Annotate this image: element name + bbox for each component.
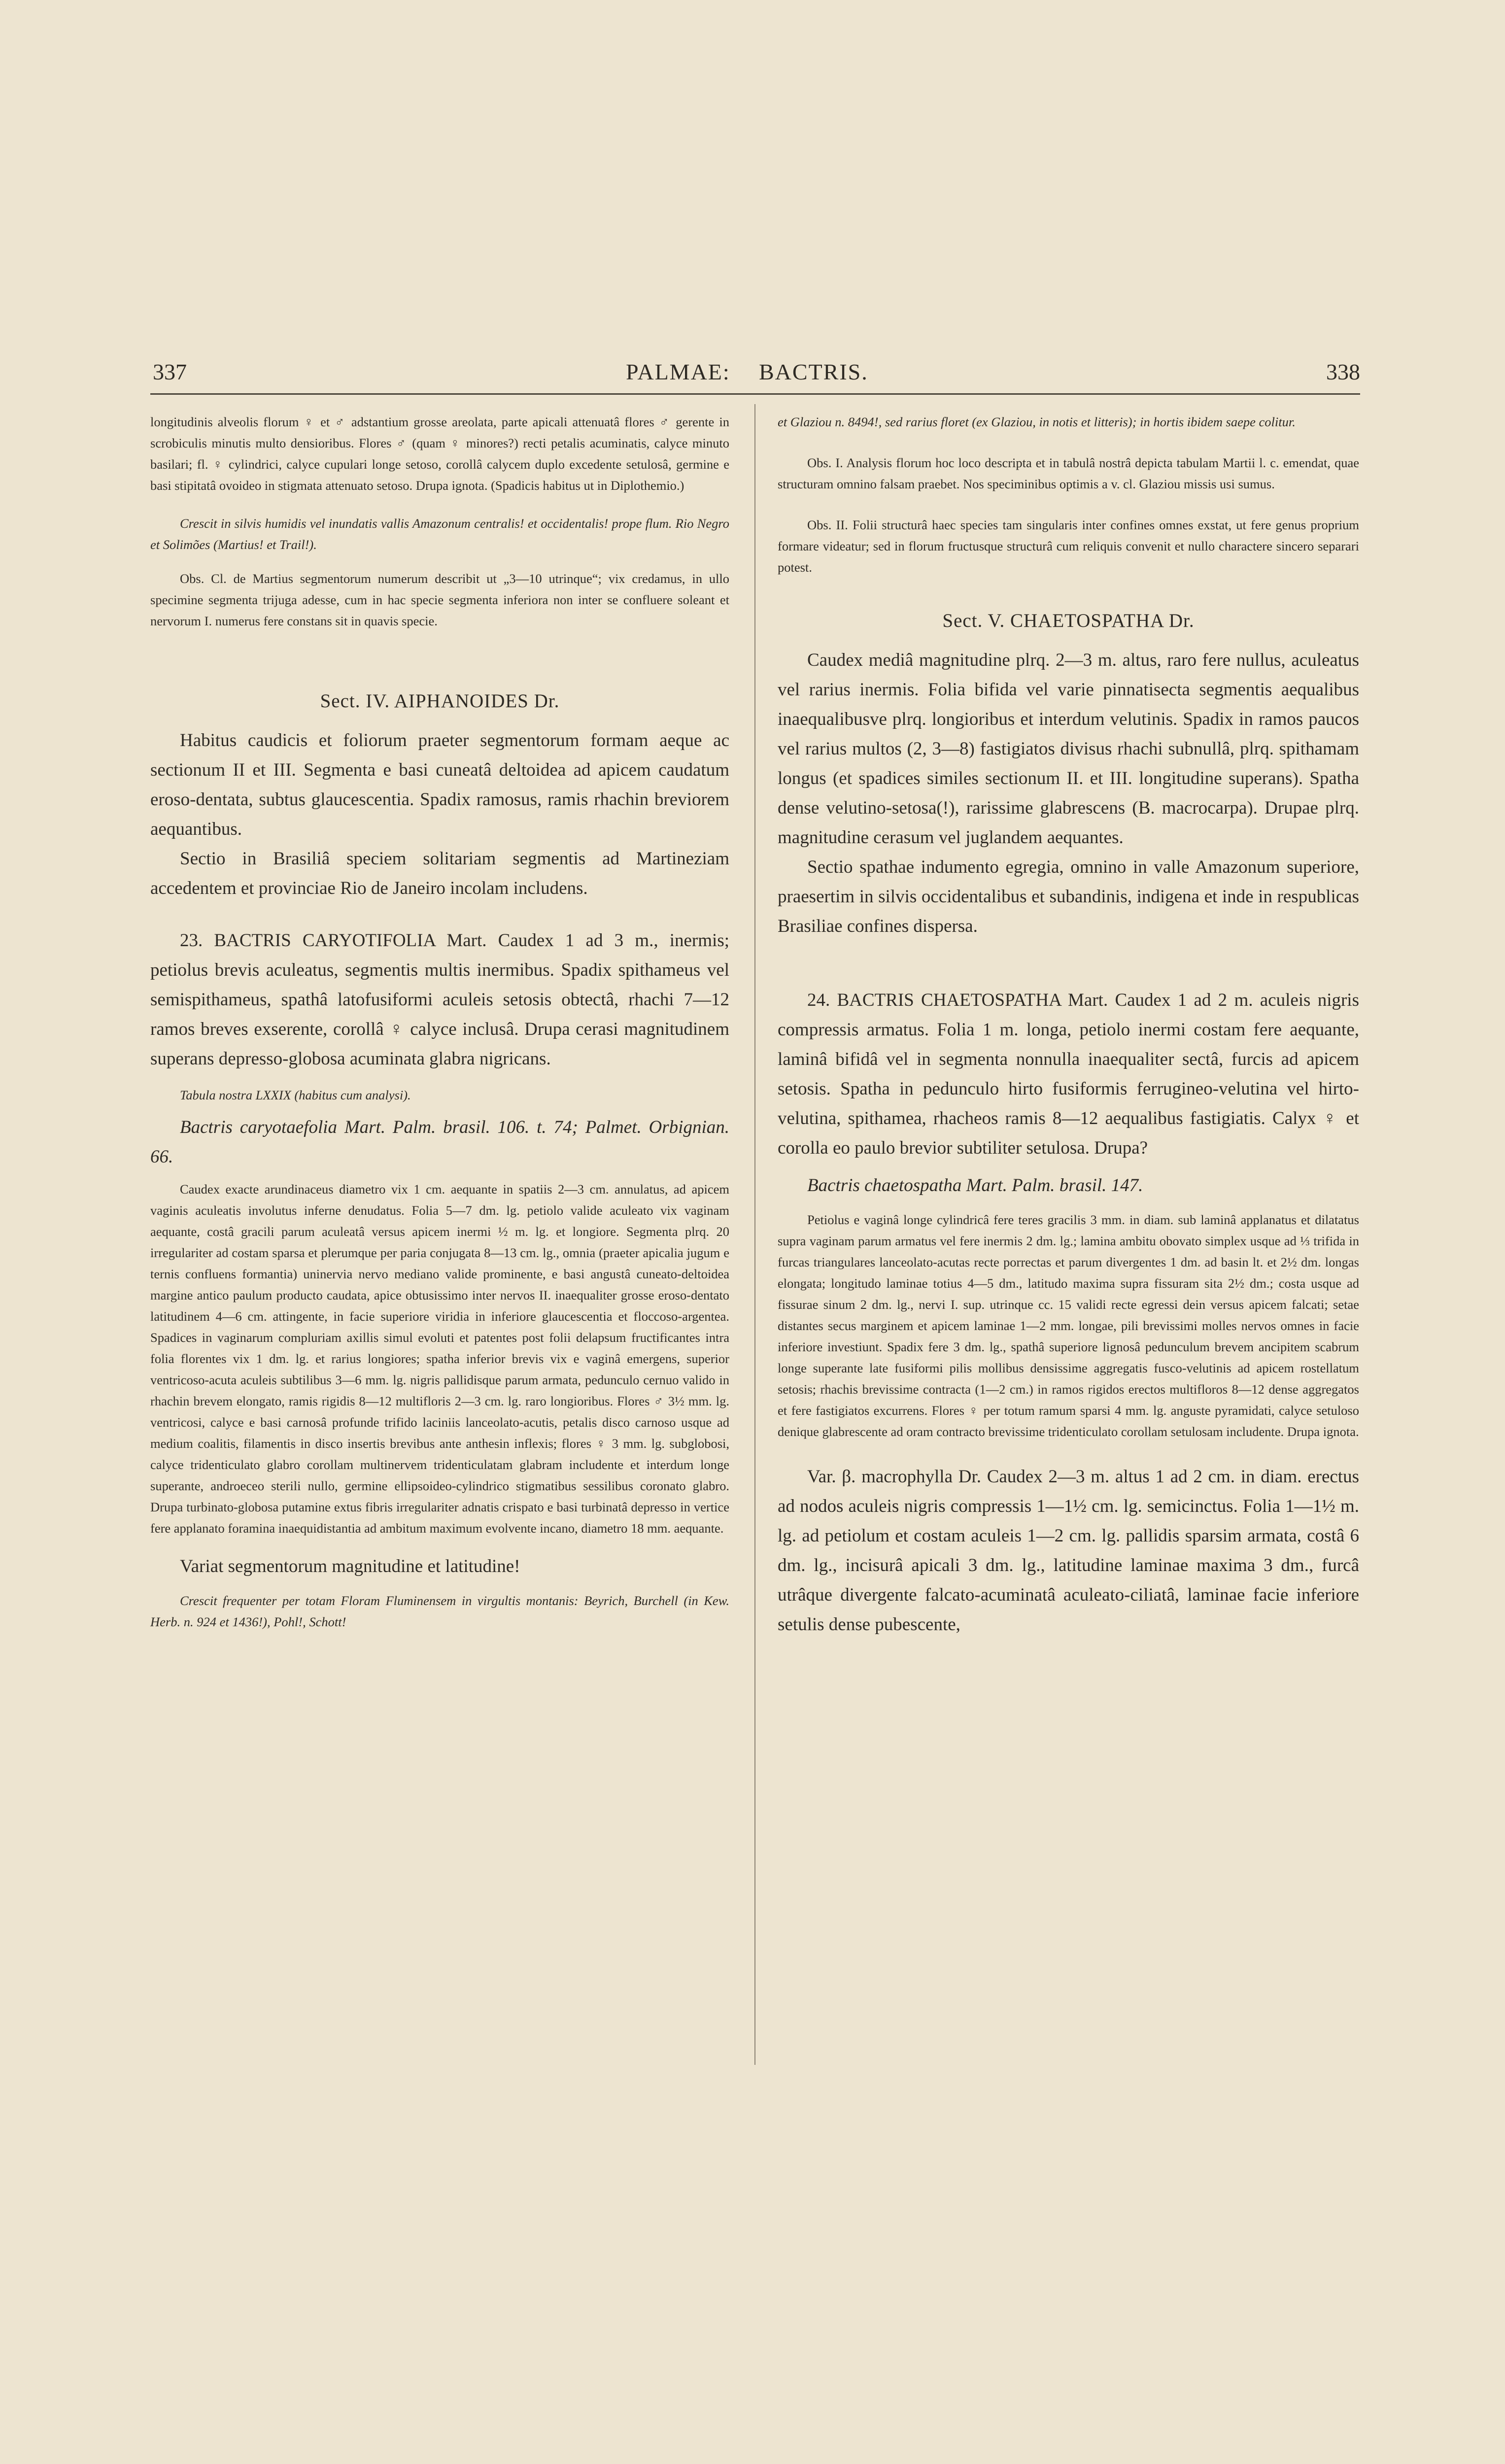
species-24-description: Petiolus e vaginâ longe cylindricâ fere teres gracilis 3 mm. in diam. sub laminâ applanatus et dilatatus supra vaginam parum armatus vel fere inermis 2 dm. lg.; lamina ambitu obovato simplex usque ad ⅓ trifida in furcas triangulares lanceolato-acutas recte porrectas et parum divergentes 1 dm. ad basin lt. et 2½ dm. longas elongata; longitudo laminae totius 4—5 dm., latitudo maxima supra fissuram sita 2½ dm.; costa usque ad fissurae sinum 2 dm. lg., nervi I. sup. utrinque cc. 15 validi recte egressi dein versus apicem falcati; setae distantes secus marginem et apicem laminae 1—2 mm. longae, pili brevissimi molles nervos omnes in facie inferiore investiunt. Spadix fere 3 dm. lg., spathâ superiore lignosâ pedunculum brevem ancipitem scabrum longe superante late fusiformi pilis mollibus densissime aggregatis fusco-velutinis ad apicem rostellatum setosis; rhachis brevissime contracta (1—2 cm.) in ramos rigidos erectos multifloros 8—12 dense aggregatos et fere fastigiatos excurrens. Flores ♀ per totum ramum sparsi 4 mm. lg. anguste pyramidati, calyce setuloso denique glabrescente ad oram contracto brevissime tridenticulato corollam setulosam includente. Drupa ignota. [778, 1212, 1359, 1439]
left-paragraph-sectio: Sectio in Brasiliâ speciem solitariam segmentis ad Martineziam accedentem et provinciae Rio de Janeiro incolam includens. [150, 849, 729, 898]
right-paragraph-obs-2: Obs. II. Folii structurâ haec species tam singularis inter confines omnes exstat, ut fere genus proprium formare videatur; sed in florum fructusque structurâ cum reliquis convenit et nullo charactere sincero separari potest. [778, 517, 1359, 575]
right-paragraph-sectio: Sectio spathae indumento egregia, omnino in valle Amazonum superiore, praesertim in silvis occidentalibus et subandinis, indigena et inde in respublicas Brasiliae confines dispersa. [778, 857, 1359, 936]
page-number-left: 337 [153, 359, 187, 384]
left-column [150, 411, 729, 1633]
left-paragraph-habitat: Crescit in silvis humidis vel inundatis vallis Amazonum centralis! et occidentalis! prope flum. Rio Negro et Solimões (Martius! et Trail!). [150, 516, 729, 552]
header-rule [150, 393, 1360, 395]
section-v-heading: Sect. V. CHAETOSPATHA Dr. [942, 610, 1195, 631]
right-paragraph-caudex: Caudex mediâ magnitudine plrq. 2—3 m. altus, raro fere nullus, aculeatus vel rarius inermis. Folia bifida vel varie pinnatisecta segmentis aequalibus inaequalibusve plrq. longioribus et interdum velutinis. Spadix in ramos paucos vel rarius multos (2, 3—8) fastigiatos divisus rhachi subnullâ, plrq. spithamam longus (et spadices similes sectionum II. et III. longitudine superans). Spatha dense velutino-setosa(!), rarissime glabrescens (B. macrocarpa). Drupae plrq. magnitudine cerasum vel juglandem aequantes. [778, 650, 1359, 848]
left-paragraph-synonym: Bactris caryotaefolia Mart. Palm. brasil. 106. t. 74; Palmet. Orbignian. 66. [150, 1117, 729, 1167]
running-title-left: PALMAE: [626, 359, 730, 384]
species-24-diagnosis: 24. BACTRIS CHAETOSPATHA Mart. Caudex 1 ad 2 m. aculeis nigris compressis armatus. Folia 1 m. longa, petiolo inermi costam fere aequante, laminâ bifidâ vel in segmenta nonnulla inaequaliter sectâ, furcis ad apicem setosis. Spatha in pedunculo hirto fusiformis ferrugineo-velutina vel hirto-velutina, spithamea, rhacheos ramis 8—12 aequalibus fastigiatis. Calyx ♀ et corolla eo paulo brevior subtiliter setulosa. Drupa? [778, 990, 1359, 1158]
left-paragraph-habitus: Habitus caudicis et foliorum praeter segmentorum formam aeque ac sectionum II et III. Segmenta e basi cuneatâ deltoidea ad apicem caudatum eroso-dentata, subtus glaucescentia. Spadix ramosus, ramis rhachin breviorem aequantibus. [150, 730, 729, 839]
species-23-description: Caudex exacte arundinaceus diametro vix 1 cm. aequante in spatiis 2—3 cm. annulatus, ad apicem vaginis aculeatis involutus inferne denudatus. Folia 5—7 dm. lg. petiolo valide aculeato vix vaginam aequante, costâ gracili parum aculeatâ versus apicem inermi ½ m. lg. et longiore. Segmenta plrq. 20 irregulariter ad costam sparsa et plerumque per paria conjugata 8—13 cm. lg., omnia (praeter apicalia jugum e ternis confluens formantia) uninervia nervo mediano valide prominente, e basi angustâ cuneato-deltoidea margine antico paulum producto caudata, apice obtusissimo inter nervos II. inaequaliter grosse eroso-dentato latitudinem 4—6 cm. attingente, in facie superiore viridia in inferiore glaucescentia et floccoso-argentea. Spadices in vaginarum compluriam axillis simul evoluti et patentes post folii delapsum fructificantes intra folia florentes vix 1 dm. lg. et rarius longiores; spatha inferior brevis vix e vaginâ emergens, superior ventricoso-acuta aculeis subtilibus 3—6 mm. lg. nigris pallidisque parum armata, pedunculo cernuo valido in rhachin brevem elongato, ramis rigidis 8—12 multifloris 2—3 cm. lg. raro longioribus. Flores ♂ 3½ mm. lg. ventricosi, calyce e basi carnosâ profunde trifido laciniis lanceolato-acutis, petalis disco carnoso usque ad medium coalitis, filamentis in disco insertis brevibus ante anthesin inflexis; flores ♀ 3 mm. lg. subglobosi, calyce tridenticulato glabro corollam multinervem tridenticulatam glabram includente et interdum longe superante, androeceo sterili nullo, germine ellipsoideo-cylindrico stigmatibus sessilibus coronato glabro. Drupa turbinato-globosa putamine extus fibris irregulariter adnatis crispato e basi turbinatâ depresso in vertice fere applanato foramina inaequidistantia ad ambitum maximum evolvente incano, diametro 18 mm. aequante. [150, 1182, 729, 1536]
left-paragraph-tabula: Tabula nostra LXXIX (habitus cum analysi). [180, 1088, 411, 1102]
running-title-right: BACTRIS. [759, 359, 868, 384]
right-paragraph-obs-1: Obs. I. Analysis florum hoc loco descripta et in tabulâ nostrâ depicta tabulam Martii l. c. emendat, quae structuram omnino falsam praebet. Nos speciminibus optimis a v. cl. Glaziou missis usi sumus. [778, 455, 1359, 491]
right-paragraph-1: et Glaziou n. 8494!, sed rarius floret (ex Glaziou, in notis et litteris); in hortis ibidem saepe colitur. [778, 414, 1296, 429]
page-number-right: 338 [1326, 359, 1360, 384]
left-paragraph-variat: Variat segmentorum magnitudine et latitudine! [180, 1556, 520, 1576]
column-divider [754, 404, 755, 2065]
left-paragraph-crescit: Crescit frequenter per totam Floram Fluminensem in virgultis montanis: Beyrich, Burchell (in Kew. Herb. n. 924 et 1436!), Pohl!, Schott! [150, 1593, 729, 1629]
variety-beta-description: Var. β. macrophylla Dr. Caudex 2—3 m. altus 1 ad 2 cm. in diam. erectus ad nodos aculeis nigris compressis 1—1½ cm. lg. semicinctus. Folia 1—1½ m. lg. ad petiolum et costam aculeis 1—2 cm. lg. pallidis sparsim armata, costâ 6 dm. lg., incisurâ apicali 3 dm. lg., latitudine laminae maxima 3 dm., furcâ utrâque divergente falcato-acuminatâ aculeato-ciliatâ, laminae facie inferiore setulis dense pubescente, [778, 1467, 1359, 1635]
running-header [148, 359, 1360, 393]
right-paragraph-synonym: Bactris chaetospatha Mart. Palm. brasil. 147. [807, 1175, 1143, 1196]
right-column [778, 411, 1359, 1640]
species-23-diagnosis: 23. BACTRIS CARYOTIFOLIA Mart. Caudex 1 ad 3 m., inermis; petiolus brevis aculeatus, segmentis multis inermibus. Spadix spithameus vel semispithameus, spathâ latofusiformi aculeis setosis obtectâ, rhachi 7—12 ramos breves exserente, corollâ ♀ calyce inclusâ. Drupa cerasi magnitudinem superans depresso-globosa acuminata glabra nigricans. [150, 930, 729, 1069]
section-iv-heading: Sect. IV. AIPHANOIDES Dr. [320, 690, 560, 712]
left-paragraph-obs: Obs. Cl. de Martius segmentorum numerum describit ut „3—10 utrinque“; vix credamus, in ullo specimine segmenta trijuga adesse, cum in hac specie segmenta inferiora non inter se confluere soleant et nervorum I. numerus fere constans sit in quavis specie. [150, 571, 729, 628]
left-paragraph-1: longitudinis alveolis florum ♀ et ♂ adstantium grosse areolata, parte apicali attenuatâ flores ♂ gerente in scrobiculis minutis multo densioribus. Flores ♂ (quam ♀ minores?) recti petalis acuminatis, calyce minuto basilari; fl. ♀ cylindrici, calyce cupulari longe setoso, corollâ calycem duplo excedente setulosâ, germine e basi stipitatâ ovoideo in stigmata attenuato setoso. Drupa ignota. (Spadicis habitus ut in Diplothemio.) [150, 414, 729, 493]
